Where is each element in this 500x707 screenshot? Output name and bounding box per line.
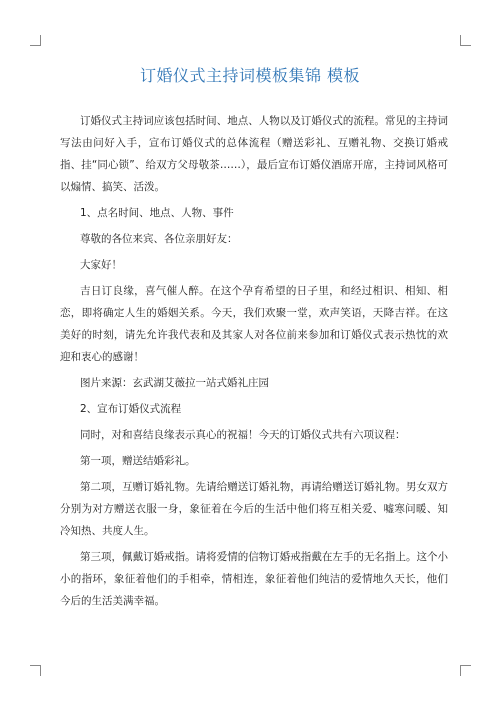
paragraph-welcome: 吉日订良缘，喜气催人醉。在这个孕育希望的日子里，和经过相识、相知、相恋，即将确定人生的婚姻关系。今天，我们欢聚一堂，欢声笑语，天降吉祥。在这美好的时刻，请先允许我代表和及其家人对各位前来参加和订婚仪式表示热忱的欢迎和衷心的感谢！ xyxy=(60,285,448,363)
paragraph-agenda-item-1: 第一项，赠送结婚彩礼。 xyxy=(80,455,196,467)
paragraph-hello: 大家好！ xyxy=(80,259,122,271)
page-corner-mark-top-left xyxy=(30,35,41,46)
page-corner-mark-bottom-right xyxy=(460,665,471,676)
section-heading-1: 1、点名时间、地点、人物、事件 xyxy=(80,207,234,219)
paragraph-intro: 订婚仪式主持词应该包括时间、地点、人物以及订婚仪式的流程。常见的主持词写法由问好入手，宣布订婚仪式的总体流程（赠送彩礼、互赠礼物、交换订婚戒指、挂“同心锁”、给双方父母敬茶……），最后宣布订婚仪酒席开席，主持词风格可以煽情、搞笑、活泼。 xyxy=(60,115,448,193)
section-heading-2: 2、宣布订婚仪式流程 xyxy=(80,403,182,415)
document-title: 订婚仪式主持词模板集锦 模板 xyxy=(139,66,361,85)
paragraph-agenda-intro: 同时，对和喜结良缘表示真心的祝福！今天的订婚仪式共有六项议程： xyxy=(80,429,406,441)
document-body xyxy=(60,110,448,612)
paragraph-greeting-guests: 尊敬的各位来宾、各位亲朋好友： xyxy=(80,233,238,245)
page-corner-mark-bottom-left xyxy=(30,665,41,676)
paragraph-agenda-item-2: 第二项，互赠订婚礼物。先请给赠送订婚礼物，再请给赠送订婚礼物。男女双方分别为对方赠送衣服一身，象征着在今后的生活中他们将互相关爱、嘘寒问暖、知冷知热、共度人生。 xyxy=(60,481,448,537)
page-corner-mark-top-right xyxy=(460,35,471,46)
paragraph-image-source: 图片来源：玄武湖艾薇拉一站式婚礼庄园 xyxy=(80,377,269,389)
paragraph-agenda-item-3: 第三项，佩戴订婚戒指。请将爱情的信物订婚戒指戴在左手的无名指上。这个小小的指环，象征着他们的手相牵，情相连，象征着他们纯洁的爱情地久天长，他们今后的生活美满幸福。 xyxy=(60,551,448,607)
